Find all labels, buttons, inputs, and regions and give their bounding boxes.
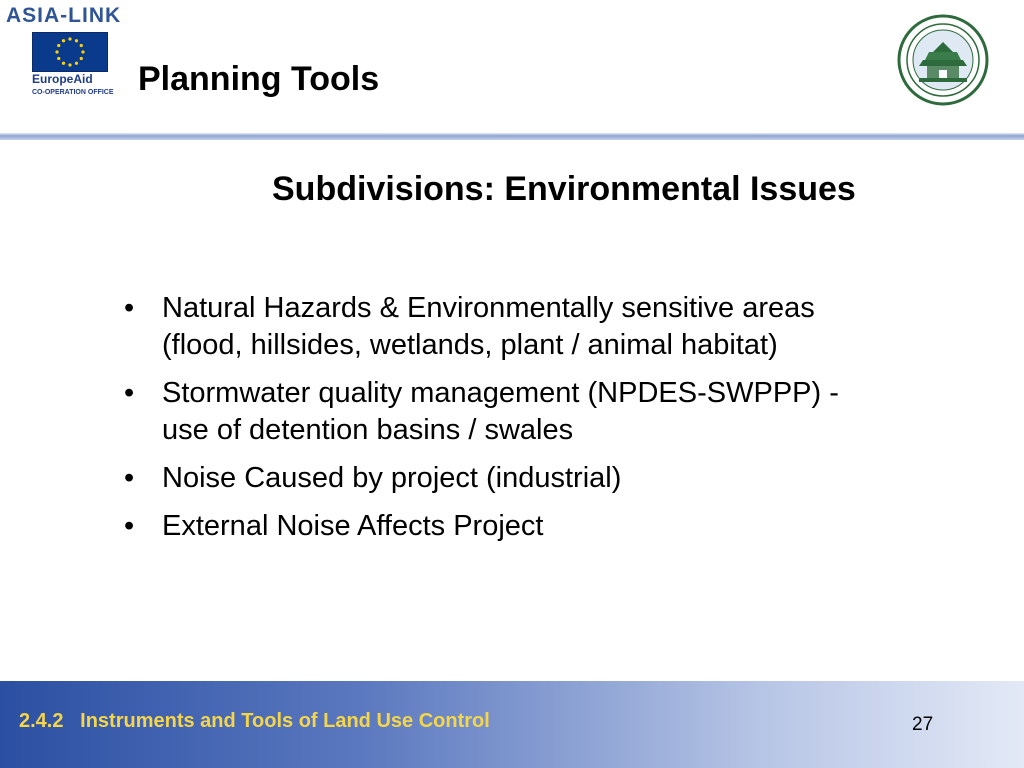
eu-star-icon [68, 37, 71, 40]
cooperation-office-text: CO-OPERATION OFFICE [32, 89, 114, 96]
eu-star-icon [57, 44, 60, 47]
list-item [124, 460, 884, 497]
bullet-text: Noise Caused by project (industrial) [162, 462, 622, 494]
eu-star-icon [75, 62, 78, 65]
europeaid-logo-text: EuropeAid [32, 72, 93, 86]
eu-star-icon [62, 62, 65, 65]
eu-star-icon [75, 39, 78, 42]
bullet-marker: • [124, 510, 135, 542]
header-divider [0, 133, 1024, 140]
eu-star-icon [80, 44, 83, 47]
bullet-text: Natural Hazards & Environmentally sensitive areas (flood, hillsides, wetlands, plant / animal habitat) [162, 292, 815, 361]
list-item [124, 290, 884, 364]
university-seal-icon [897, 14, 989, 106]
slide-subtitle: Subdivisions: Environmental Issues [272, 170, 856, 208]
list-item [124, 508, 884, 545]
bullet-marker: • [124, 462, 135, 494]
bullet-list [124, 290, 884, 556]
page-number: 27 [912, 714, 934, 735]
eu-flag-icon [32, 32, 108, 72]
eu-star-icon [57, 57, 60, 60]
eu-star-icon [62, 39, 65, 42]
list-item [124, 375, 884, 449]
eu-star-icon [55, 50, 58, 53]
bullet-text: External Noise Affects Project [162, 510, 544, 542]
eu-stars-icon [33, 33, 107, 71]
bullet-marker: • [124, 377, 135, 409]
bullet-marker: • [124, 292, 135, 324]
page-title: Planning Tools [138, 60, 380, 98]
eu-star-icon [80, 57, 83, 60]
eu-star-icon [81, 50, 84, 53]
footer-section-label: 2.4.2 Instruments and Tools of Land Use Control [19, 710, 490, 732]
bullet-text: Stormwater quality management (NPDES-SWPPP) - use of detention basins / swales [162, 377, 839, 446]
eu-star-icon [68, 63, 71, 66]
asia-link-logo-text: ASIA-LINK [6, 4, 122, 27]
